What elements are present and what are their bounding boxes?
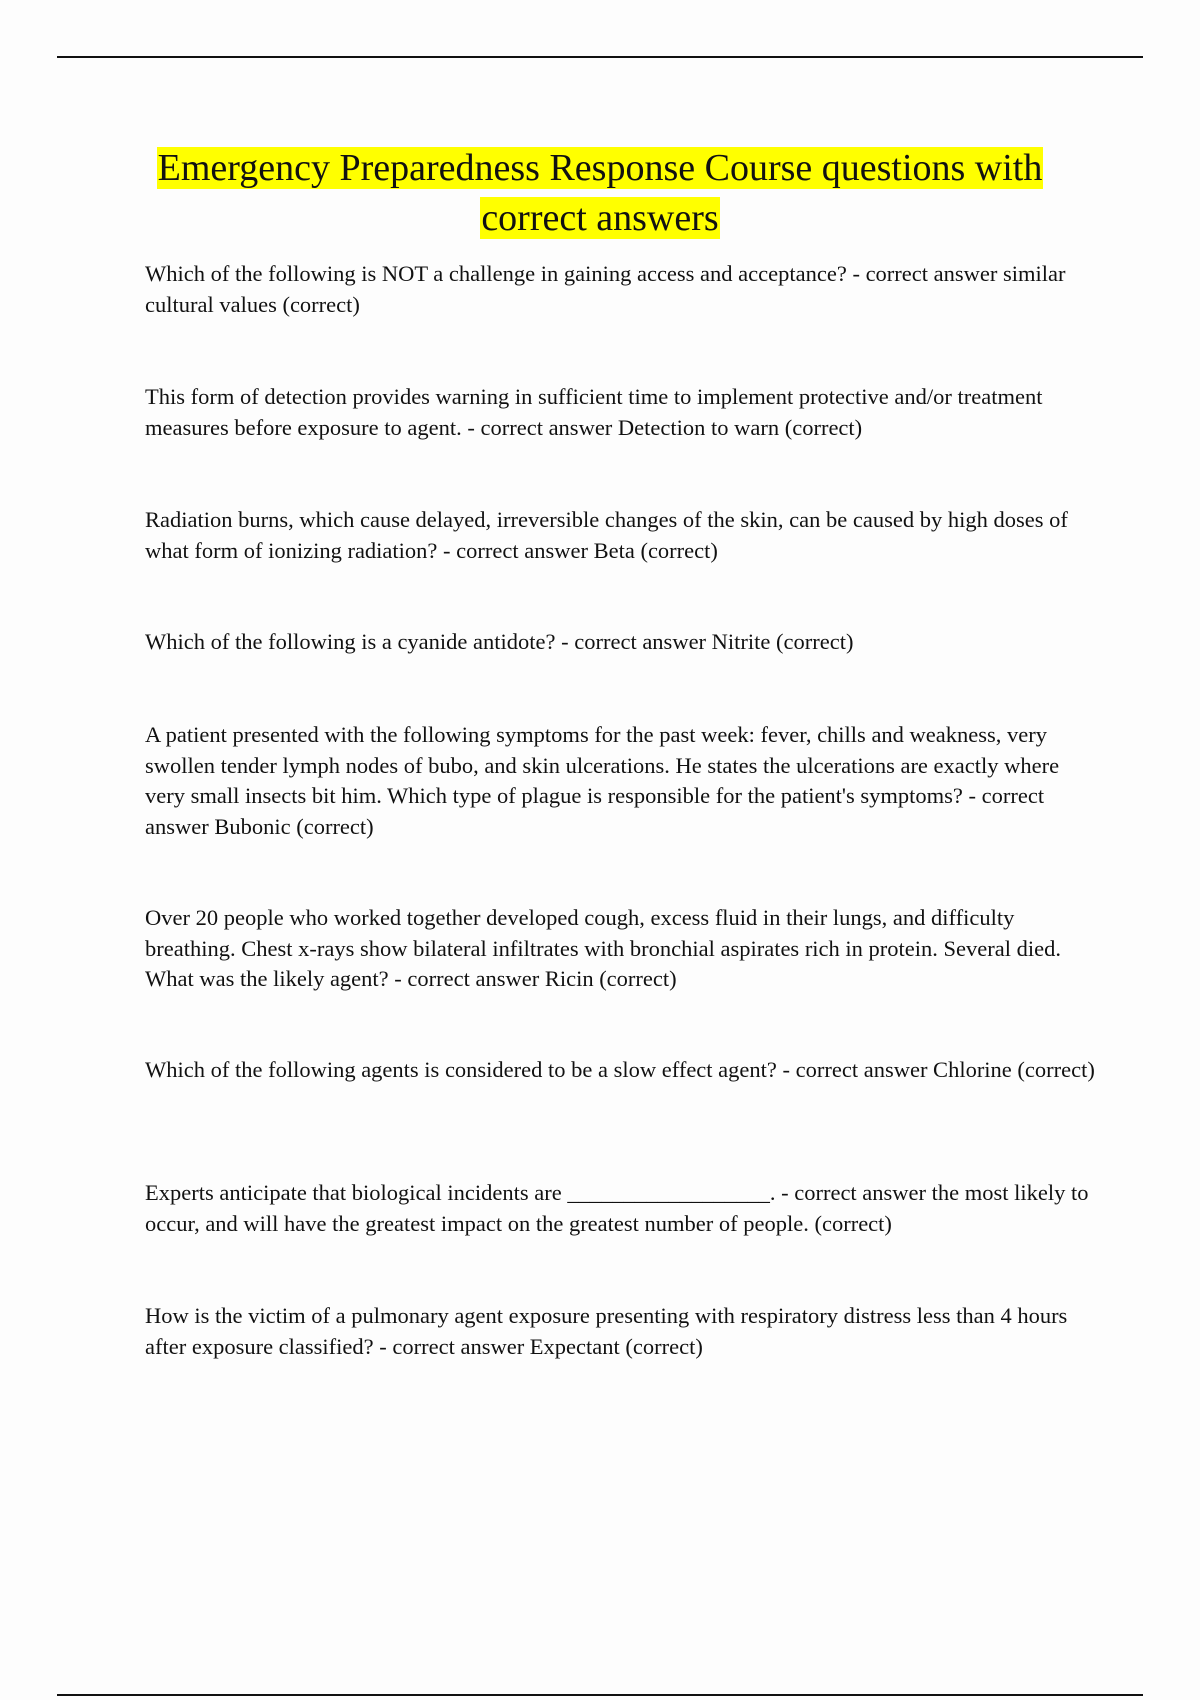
qa-item — [145, 505, 1095, 566]
answer-text: correct answer the most likely to occur, and will have the greatest impact on the greatest number of people. (correct) — [145, 1180, 1089, 1236]
separator: - — [373, 1333, 393, 1359]
question-text: Which of the following is a cyanide antidote? — [145, 629, 556, 654]
separator: - — [437, 537, 457, 563]
answer-text: correct answer Chlorine (correct) — [795, 1057, 1095, 1082]
qa-item — [145, 382, 1095, 443]
qa-item — [145, 903, 1095, 995]
footer-rule — [57, 1694, 1143, 1696]
header-rule — [57, 56, 1143, 58]
separator: - — [388, 966, 408, 991]
separator: - — [461, 414, 481, 440]
qa-item — [145, 1178, 1095, 1239]
question-text: Which of the following is NOT a challenge in gaining access and acceptance? — [145, 261, 847, 286]
question-text: Which of the following agents is considered to be a slow effect agent? — [145, 1057, 777, 1082]
separator: - — [962, 783, 982, 808]
question-text: A patient presented with the following symptoms for the past week: fever, chills and weakness, very swollen tender lymph nodes of bubo, and skin ulcerations. He states the ulcerations are exactly where very small insects bit him. Which type of plague is responsible for the patient's symptoms? — [145, 722, 1060, 808]
separator: - — [555, 629, 575, 654]
answer-text: correct answer Expectant (correct) — [392, 1333, 703, 1359]
qa-item — [145, 259, 1095, 320]
question-text: Over 20 people who worked together developed cough, excess fluid in their lungs, and difficulty breathing. Chest x-rays show bilateral infiltrates with bronchial aspirates rich in protein. Several died. What was the likely agent? — [145, 905, 1061, 991]
qa-item — [145, 1301, 1095, 1362]
answer-text: correct answer Bubonic (correct) — [145, 783, 1045, 839]
qa-item — [145, 720, 1095, 842]
answer-text: correct answer Ricin (correct) — [407, 966, 677, 991]
question-text: How is the victim of a pulmonary agent exposure presenting with respiratory distress less than 4 hours after exposure classified? — [145, 1303, 1068, 1359]
answer-text: correct answer Detection to warn (correct) — [480, 414, 863, 440]
answer-text: correct answer similar cultural values (correct) — [145, 261, 1066, 317]
answer-text: correct answer Beta (correct) — [456, 537, 718, 563]
title-line-1: Emergency Preparedness Response Course questions with — [157, 147, 1043, 189]
question-text: Radiation burns, which cause delayed, irreversible changes of the skin, can be caused by high doses of what form of ionizing radiation? — [145, 507, 1068, 563]
separator: - — [846, 261, 866, 286]
title-line-2: correct answers — [481, 197, 719, 239]
page-title — [100, 143, 1100, 243]
question-text: Experts anticipate that biological incidents are __________________. — [145, 1180, 776, 1205]
qa-item — [145, 627, 1095, 658]
qa-item — [145, 1055, 1095, 1086]
question-text: This form of detection provides warning in sufficient time to implement protective and/or treatment measures before exposure to agent. — [145, 384, 1043, 440]
answer-text: correct answer Nitrite (correct) — [574, 629, 854, 654]
separator: - — [775, 1180, 795, 1205]
separator: - — [776, 1057, 796, 1082]
